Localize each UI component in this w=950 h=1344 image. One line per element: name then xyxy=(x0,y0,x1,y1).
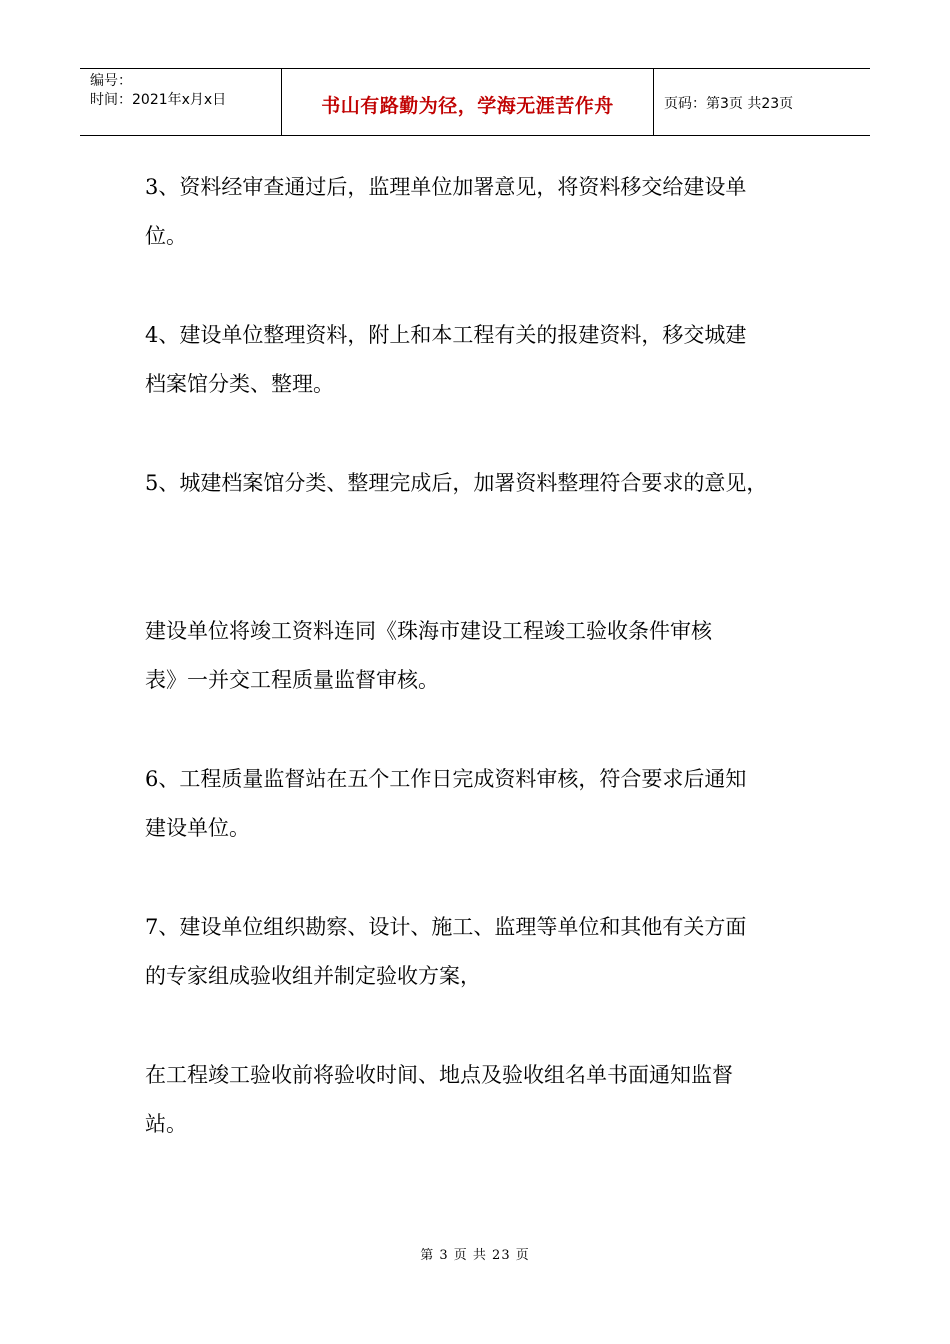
page-number-label: 页码：第3页 共23页 xyxy=(664,96,794,112)
paragraph-5 xyxy=(145,459,815,508)
paragraph-5-continued xyxy=(145,607,815,705)
header-page-cell xyxy=(654,69,870,135)
paragraph-line: 7、建设单位组织勘察、设计、施工、监理等单位和其他有关方面 xyxy=(145,915,747,939)
paragraph-line: 档案馆分类、整理。 xyxy=(145,372,334,396)
page-header xyxy=(80,68,870,136)
paragraph-line: 表》一并交工程质量监督审核。 xyxy=(145,668,439,692)
paragraph-6 xyxy=(145,755,815,853)
paragraph-7-continued xyxy=(145,1051,815,1149)
paragraph-4 xyxy=(145,311,815,409)
paragraph-line: 站。 xyxy=(145,1112,187,1136)
paragraph-line: 建设单位。 xyxy=(145,816,250,840)
paragraph-line: 的专家组成验收组并制定验收方案， xyxy=(145,964,481,988)
paragraph-line: 6、工程质量监督站在五个工作日完成资料审核，符合要求后通知 xyxy=(145,767,747,791)
page-footer: 第 3 页 共 23 页 xyxy=(420,1248,530,1263)
paragraph-line: 4、建设单位整理资料，附上和本工程有关的报建资料，移交城建 xyxy=(145,323,747,347)
date-label: 时间：2021年x月x日 xyxy=(90,92,227,108)
paragraph-line: 3、资料经审查通过后，监理单位加署意见，将资料移交给建设单 xyxy=(145,175,747,199)
paragraph-line: 建设单位将竣工资料连同《珠海市建设工程竣工验收条件审核 xyxy=(145,619,712,643)
paragraph-3 xyxy=(145,163,815,261)
paragraph-7 xyxy=(145,903,815,1001)
serial-number-label: 编号： xyxy=(90,73,132,89)
paragraph-line: 5、城建档案馆分类、整理完成后，加署资料整理符合要求的意见， xyxy=(145,471,768,495)
header-meta-cell xyxy=(80,69,282,135)
motto-text: 书山有路勤为径，学海无涯苦作舟 xyxy=(321,94,614,117)
paragraph-line: 在工程竣工验收前将验收时间、地点及验收组名单书面通知监督 xyxy=(145,1063,733,1087)
header-motto-cell xyxy=(282,69,654,135)
paragraph-line: 位。 xyxy=(145,224,187,248)
document-body xyxy=(145,163,815,1149)
